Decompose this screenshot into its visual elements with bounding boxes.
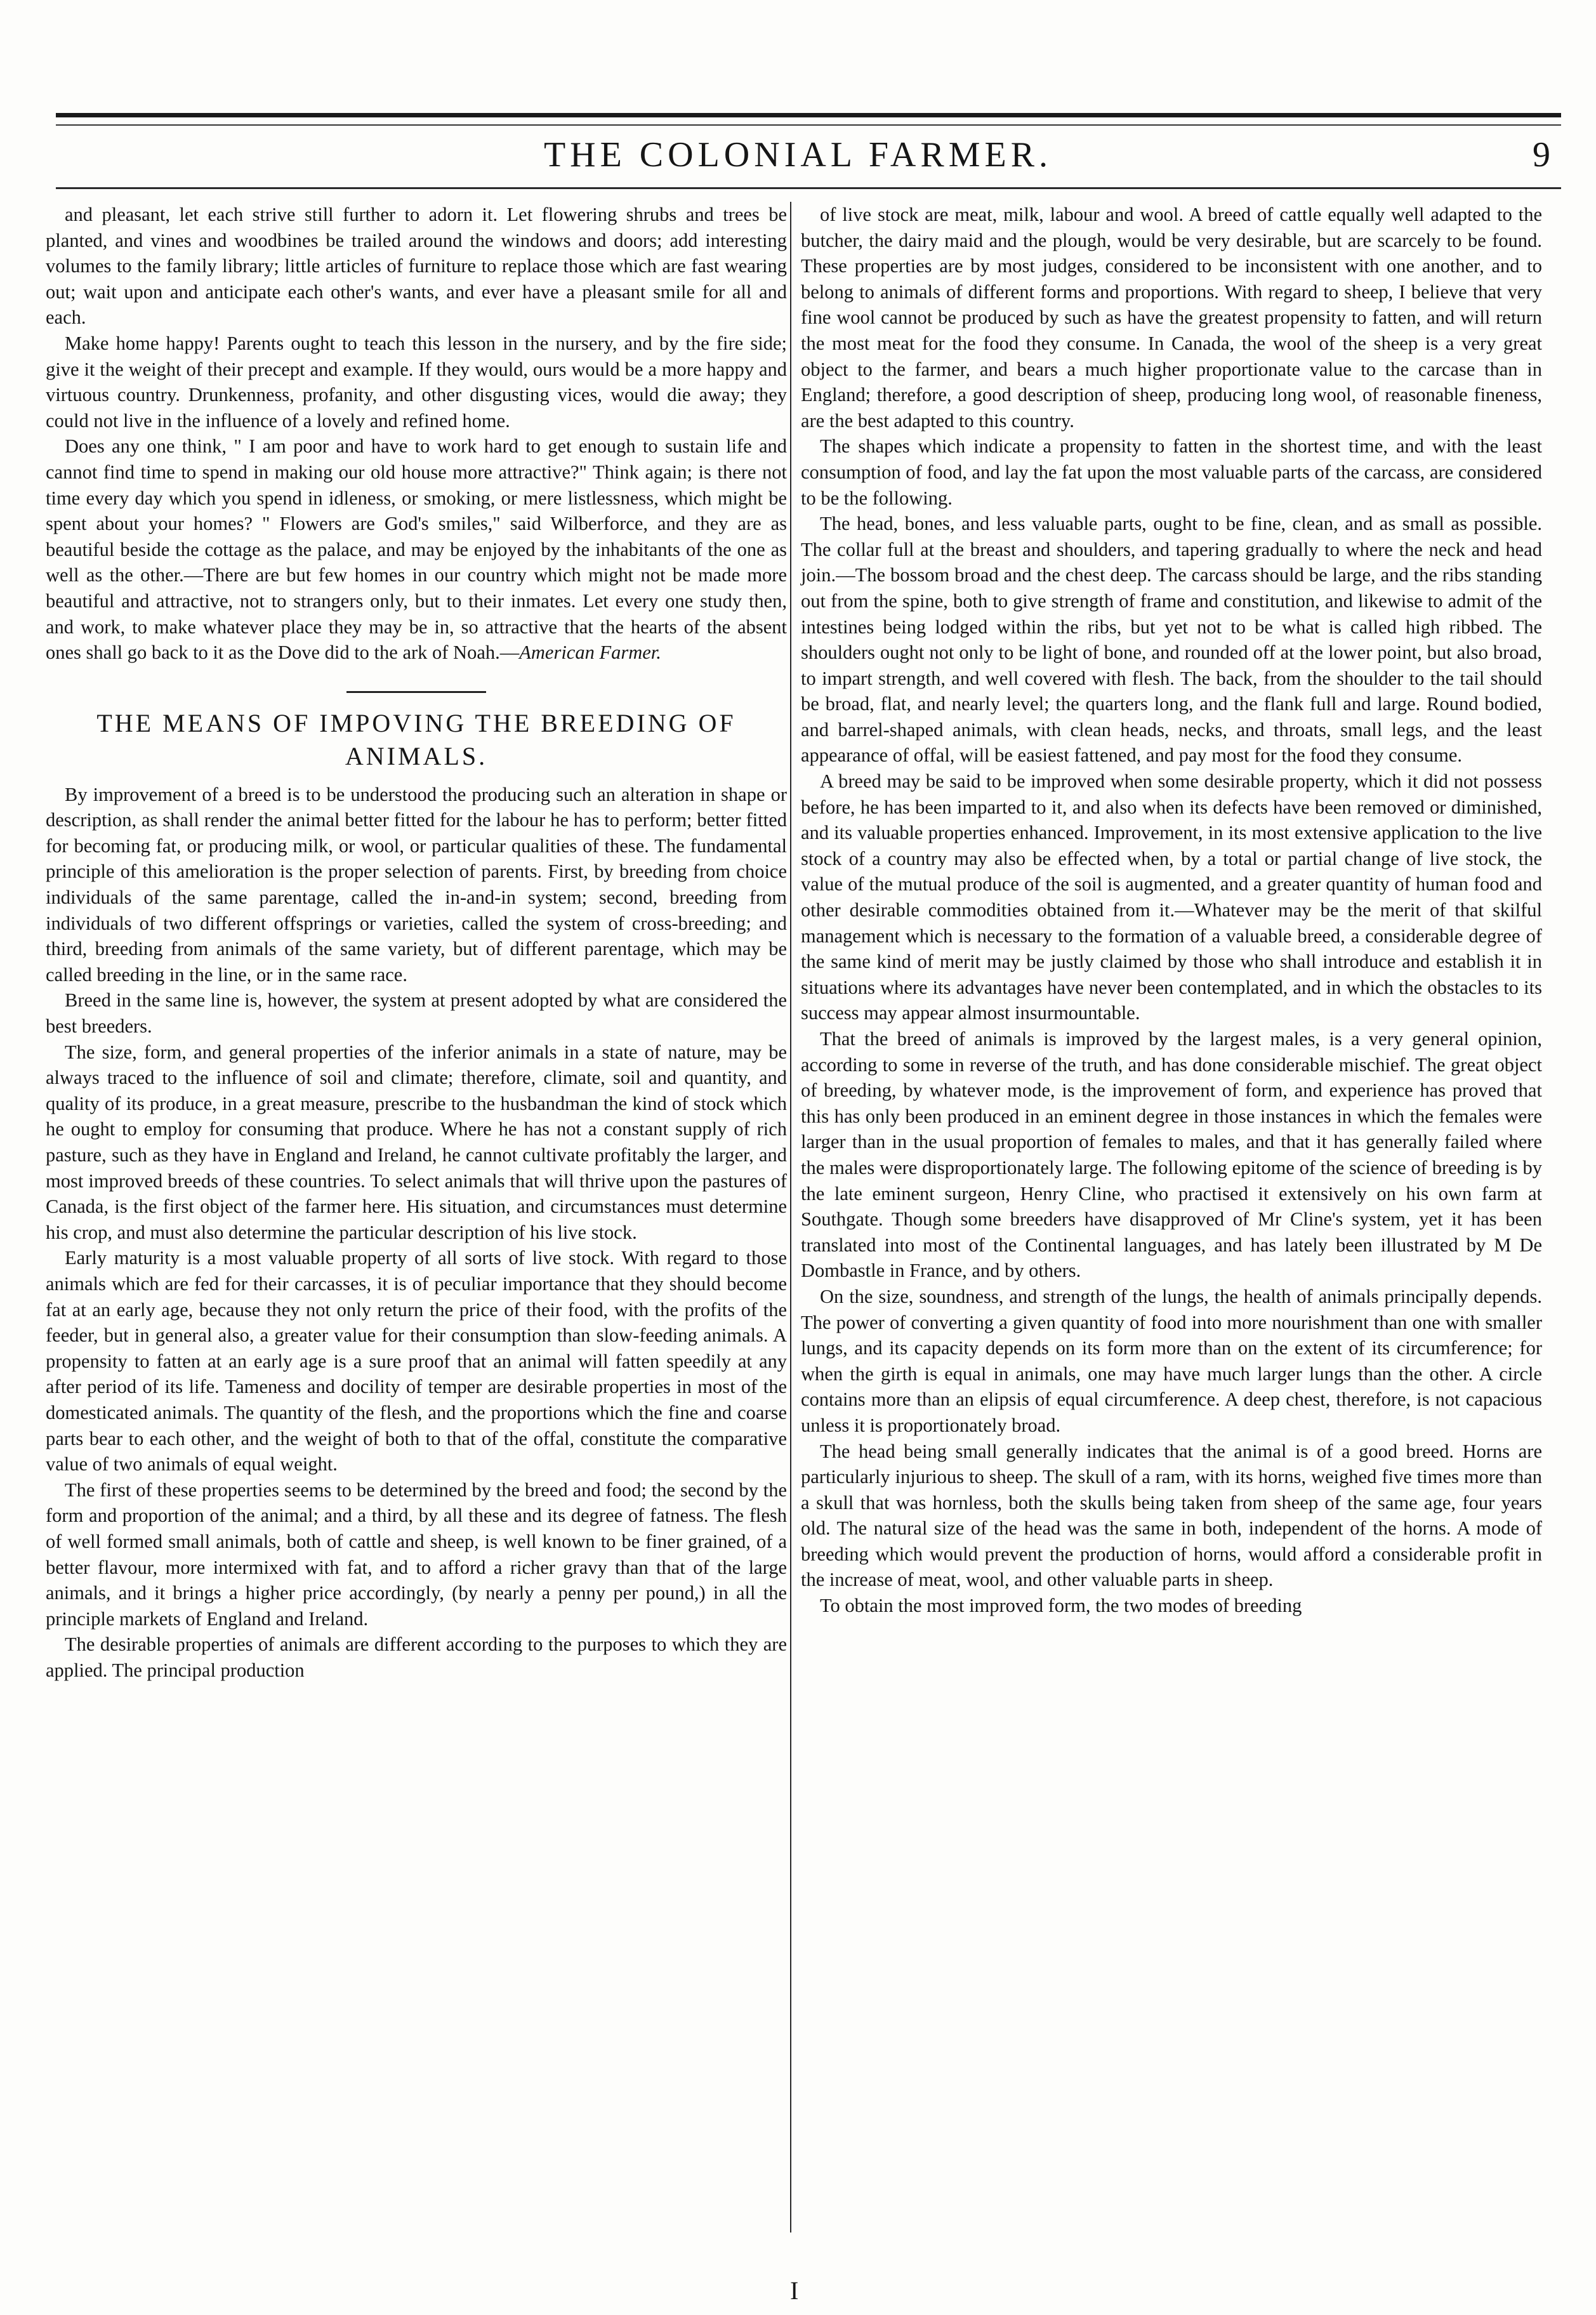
- paragraph: The head, bones, and less valuable parts, ought to be fine, clean, and as small as possible. The collar full at the breast and shoulders, and tapering gradually to where the neck and head join.—The bossom broad and the chest deep. The carcass should be large, and the ribs standing out from the spine, both to give strength of frame and constitution, and likewise to admit of the intestines being lodged within the ribs, but yet not to be what is called high ribbed. The shoulders ought not only to be light of bone, and rounded off at the lower point, but also broad, to impart strength, and well covered with flesh. The back, from the shoulder to the tail should be broad, flat, and nearly level; the quarters long, and the flank full and large. Round bodied, and barrel-shaped animals, with clean heads, necks, and throats, small legs, and the least appearance of offal, will be easiest fattened, and pay most for the food they consume.: [801, 513, 1542, 767]
- paragraph: A breed may be said to be improved when some desirable property, which it did not possess before, he has been imparted to it, and also when its defects have been removed or diminished, and its valuable properties enhanced. Improvement, in its most extensive application to the live stock of a country may also be effected when, by a total or partial change of live stock, the value of the mutual produce of the soil is augmented, and a greater quantity of human food and other desirable commodities obtained from it.—Whatever may be the merit of that skilful management which is necessary to the formation of a valuable breed, a considerable degree of the same kind of merit may be justly claimed by those who shall introduce and establish it in situations where its advantages have never been contemplated, and in which the obstacles to its success may appear almost insurmountable.: [801, 770, 1542, 1024]
- source-credit: American Farmer.: [519, 642, 661, 664]
- paragraph: The desirable properties of animals are different according to the purposes to which they are applied. The principal production: [46, 1633, 787, 1681]
- paragraph: The shapes which indicate a propensity to fatten in the shortest time, and with the least consumption of food, and lay the fat upon the most valuable parts of the carcass, are considered to be the following.: [801, 435, 1542, 509]
- header-double-rule-thick: [56, 113, 1561, 117]
- paragraph: Make home happy! Parents ought to teach this lesson in the nursery, and by the fire side; give it the weight of their precept and example. If they would, ours would be a more happy and virtuous country. Drunkenness, profanity, and other disgusting vices, would die away; they could not live in the influence of a lovely and refined home.: [46, 332, 787, 432]
- paragraph: To obtain the most improved form, the two modes of breeding: [820, 1595, 1302, 1617]
- left-column: [46, 202, 787, 1683]
- paragraph: [46, 433, 787, 665]
- paragraph: The size, form, and general properties of the inferior animals in a state of nature, may be always traced to the influence of soil and climate; therefore, climate, soil and quantity, and quality of its produce, in a great measure, prescribe to the husbandman the kind of stock which he ought to employ for consuming that produce. Where he has not a constant supply of rich pasture, such as they have in England and Ireland, he cannot cultivate profitably the larger, and most improved breeds of these countries. To select animals that will thrive upon the pastures of Canada, is the first object of the farmer here. His situation, and circumstances must determine his crop, and must also determine the particular description of his live stock.: [46, 1041, 787, 1243]
- page-number: 9: [1533, 135, 1550, 175]
- column-divider: [790, 202, 791, 2233]
- article-separator: [346, 691, 486, 693]
- header-double-rule-thin: [56, 124, 1561, 126]
- paragraph-text: Does any one think, " I am poor and have to work hard to get enough to sustain life and cannot find time to spend in making our old house more attractive?" Think again; is there not time every day which you spend in idleness, or smoking, or mere listlessness, which might be spent about your homes? " Flowers are God's smiles," said Wilberforce, and they are as beautiful beside the cottage as the palace, and may be enjoyed by the inhabitants of the one as well as the other.—There are but few homes in our country which might not be made more beautiful and attractive, not to strangers only, but to their inmates. Let every one study then, and work, to make whatever place they may be in, so attractive that the hearts of the absent ones shall go back to it as the Dove did to the ark of Noah.—: [46, 435, 787, 664]
- paragraph: On the size, soundness, and strength of the lungs, the health of animals principally depends. The power of converting a given quantity of food into more nourishment than one with smaller lungs, and its capacity depends on its form more than on the extent of its circumference; for when the girth is equal in animals, one may have much larger lungs than the other. A circle contains more than an elipsis of equal circumference. A deep chest, therefore, is not capacious unless it is proportionately broad.: [801, 1285, 1542, 1436]
- article-title: THE MEANS OF IMPOVING THE BREEDING OF ANIMALS.: [96, 708, 736, 770]
- paragraph: and pleasant, let each strive still further to adorn it. Let flowering shrubs and trees be planted, and vines and woodbines be trailed around the windows and doors; add interesting volumes to the family library; little articles of furniture to replace those which are fast wearing out; wait upon and anticipate each other's wants, and ever have a pleasant smile for all and each.: [46, 204, 787, 329]
- running-head: THE COLONIAL FARMER.: [543, 135, 1053, 175]
- paragraph: The first of these properties seems to be determined by the breed and food; the second by the form and proportion of the animal; and a third, by all these and its degree of fatness. The flesh of well formed small animals, both of cattle and sheep, is well known to be finer grained, of a better flavour, more intermixed with fat, and to afford a richer gravy than that of the large animals, and it brings a higher price accordingly, (by nearly a penny per pound,) in all the principle markets of England and Ireland.: [46, 1479, 787, 1630]
- paragraph: of live stock are meat, milk, labour and wool. A breed of cattle equally well adapted to the butcher, the dairy maid and the plough, would be very desirable, but are scarcely to be found. These properties are by most judges, considered to be inconsistent with one another, and to belong to animals of different forms and proportions. With regard to sheep, I believe that very fine wool cannot be produced by such as have the greatest propensity to fatten, and will return the most meat for the food they consume. In Canada, the wool of the sheep is a very great object to the farmer, and bears a much higher proportionate value to the carcase than in England; therefore, a good description of sheep, producing long wool, of reasonable fineness, are the best adapted to this country.: [801, 204, 1542, 432]
- paragraph: Breed in the same line is, however, the system at present adopted by what are considered the best breeders.: [46, 989, 787, 1038]
- paragraph: That the breed of animals is improved by the largest males, is a very general opinion, according to some in reverse of the truth, and has done considerable mischief. The great object of breeding, by whatever mode, is the improvement of form, and experience has proved that this has only been produced in an eminent degree in those instances in which the females were larger than in the usual proportion of females to males, and that it has generally failed where the males were disproportionately large. The following epitome of the science of breeding is by the late eminent surgeon, Henry Cline, who practised it extensively on his own farm at Southgate. Though some breeders have disapproved of Mr Cline's system, yet it has been translated into most of the Continental languages, and has lately been illustrated by M De Dombastle in France, and by others.: [801, 1028, 1542, 1282]
- paragraph: By improvement of a breed is to be understood the producing such an alteration in shape or description, as shall render the animal better fitted for the labour he has to perform; better fitted for becoming fat, or producing milk, or wool, or particular qualities of these. The fundamental principle of this amelioration is the proper selection of parents. First, by breeding from choice individuals of the same parentage, called the in-and-in system; second, breeding from individuals of two different offsprings or varieties, called the system of cross-breeding; and third, breeding from animals of the same variety, but of different parentage, which may be called breeding in the line, or in the same race.: [46, 783, 787, 986]
- right-column: [801, 202, 1542, 1619]
- signature-mark: I: [790, 2276, 799, 2305]
- header-rule: [56, 187, 1561, 189]
- paragraph: The head being small generally indicates that the animal is of a good breed. Horns are particularly injurious to sheep. The skull of a ram, with its horns, weighed five times more than a skull that was hornless, both the skulls being taken from sheep of the same age, four years old. The natural size of the head was the same in both, independent of the horns. A mode of breeding which would prevent the production of horns, would afford a considerable profit in the increase of meat, wool, and other valuable parts in sheep.: [801, 1440, 1542, 1591]
- paragraph: Early maturity is a most valuable property of all sorts of live stock. With regard to those animals which are fed for their carcasses, it is of peculiar importance that they should become fat at an early age, because they not only return the price of their food, with the profits of the feeder, but in general also, a greater value for their consumption than slow-feeding animals. A propensity to fatten at an early age is a sure proof that an animal will fatten speedily at any after period of its life. Tameness and docility of temper are desirable properties in most of the domesticated animals. The quantity of the flesh, and the proportions which the fine and coarse parts bear to each other, and the weight of both to that of the offal, constitute the comparative value of two animals of equal weight.: [46, 1247, 787, 1475]
